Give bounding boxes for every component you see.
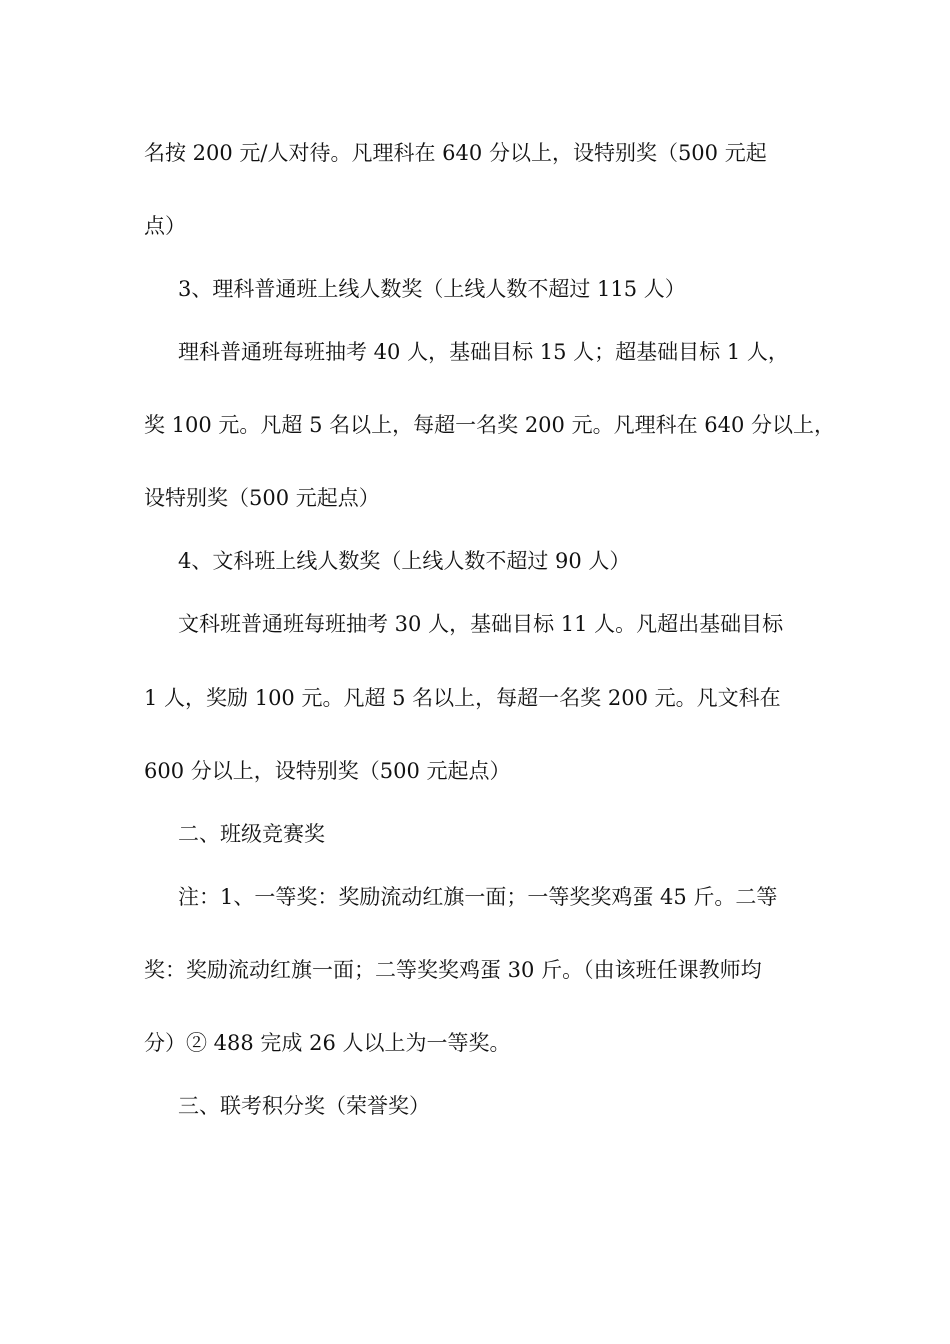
paragraph-line: 分）② 488 完成 26 人以上为一等奖。 <box>144 1031 511 1055</box>
section-heading: 3、理科普通班上线人数奖（上线人数不超过 115 人） <box>178 277 686 301</box>
section-heading: 4、文科班上线人数奖（上线人数不超过 90 人） <box>178 549 631 573</box>
paragraph-line: 设特别奖（500 元起点） <box>144 486 380 510</box>
paragraph-line: 理科普通班每班抽考 40 人，基础目标 15 人；超基础目标 1 人， <box>178 340 789 364</box>
paragraph-line: 奖：奖励流动红旗一面；二等奖奖鸡蛋 30 斤。（由该班任课教师均 <box>144 958 762 982</box>
section-heading: 二、班级竞赛奖 <box>178 822 325 846</box>
paragraph-line: 文科班普通班每班抽考 30 人，基础目标 11 人。凡超出基础目标 <box>178 612 784 636</box>
paragraph-line: 名按 200 元/人对待。凡理科在 640 分以上，设特别奖（500 元起 <box>144 141 767 165</box>
paragraph-line: 1 人，奖励 100 元。凡超 5 名以上，每超一名奖 200 元。凡文科在 <box>144 686 781 710</box>
paragraph-line: 600 分以上，设特别奖（500 元起点） <box>144 759 511 783</box>
section-heading: 三、联考积分奖（荣誉奖） <box>178 1094 430 1118</box>
paragraph-line: 点） <box>144 214 186 238</box>
paragraph-line: 注：1、一等奖：奖励流动红旗一面；一等奖奖鸡蛋 45 斤。二等 <box>178 885 778 909</box>
paragraph-line: 奖 100 元。凡超 5 名以上，每超一名奖 200 元。凡理科在 640 分以上， <box>144 413 836 437</box>
